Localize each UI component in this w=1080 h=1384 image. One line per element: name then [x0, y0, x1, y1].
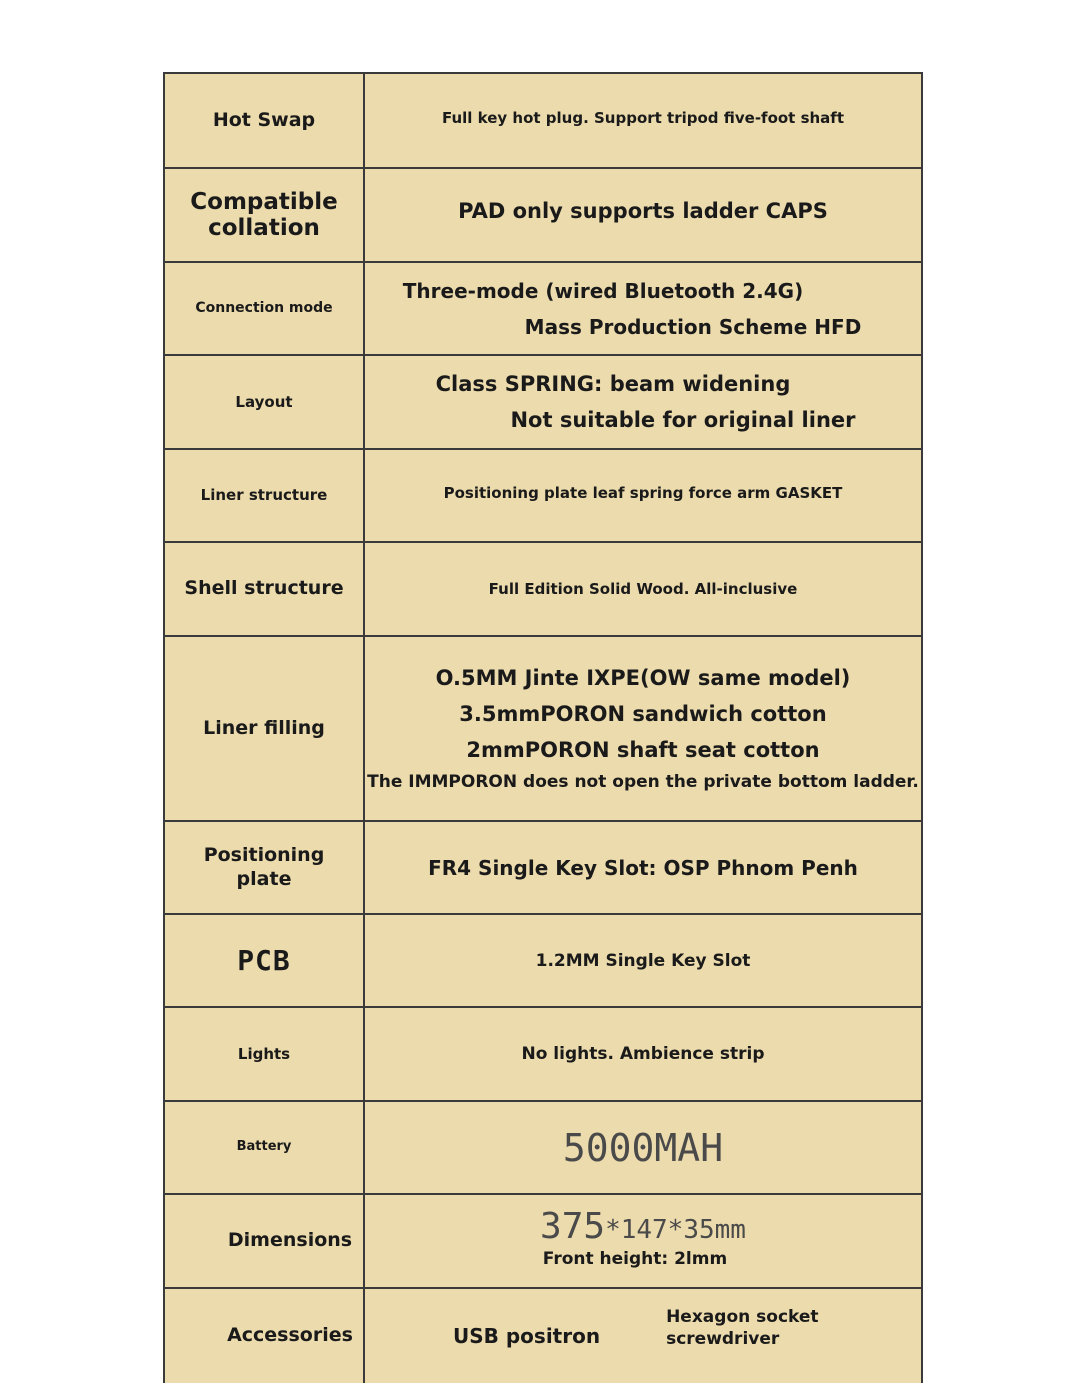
value-text: *147*35mm [605, 1214, 746, 1245]
row-value [365, 822, 921, 913]
value-text: O.5MM Jinte IXPE(OW same model) [435, 665, 851, 690]
value-text: No lights. Ambience strip [521, 1044, 765, 1064]
table-row [165, 637, 921, 822]
value-text: Full Edition Solid Wood. All-inclusive [488, 580, 798, 598]
row-value [365, 637, 921, 820]
label-line: Compatible [190, 188, 338, 215]
table-row [165, 1289, 921, 1383]
row-label: Shell structure [165, 543, 365, 635]
row-label: Dimensions [165, 1195, 365, 1287]
row-label [165, 169, 365, 261]
value-text: Full key hot plug. Support tripod five-foot shaft [441, 108, 845, 127]
value-text: Not suitable for original liner [510, 408, 856, 432]
value-text: FR4 Single Key Slot: OSP Phnom Penh [428, 855, 858, 880]
row-value [365, 915, 921, 1006]
table-row [165, 543, 921, 637]
label-line: collation [208, 215, 320, 241]
row-label: Hot Swap [165, 74, 365, 167]
value-text: 3.5mmPORON sandwich cotton [459, 701, 827, 726]
spec-table [163, 72, 923, 1383]
row-value [365, 1289, 921, 1383]
value-text: The IMMPORON does not open the private bottom ladder. [367, 771, 919, 792]
value-text: screwdriver [666, 1329, 780, 1349]
table-row [165, 356, 921, 450]
value-text: Positioning plate leaf spring force arm GASKET [443, 483, 843, 502]
row-label: Battery [165, 1102, 365, 1193]
table-row [165, 1102, 921, 1195]
table-row [165, 74, 921, 169]
accessory-secondary [666, 1306, 818, 1350]
value-text: 375 [540, 1205, 606, 1247]
value-text: USB positron [453, 1324, 601, 1348]
row-value [365, 263, 921, 354]
table-row [165, 1195, 921, 1289]
row-label: Connection mode [165, 263, 365, 354]
row-value [365, 74, 921, 167]
row-label: Layout [165, 356, 365, 448]
table-row [165, 450, 921, 543]
row-label: PCB [165, 915, 365, 1006]
row-value [365, 1195, 921, 1287]
value-text: Three-mode (wired Bluetooth 2.4G) [402, 278, 804, 303]
table-row [165, 822, 921, 915]
table-row [165, 263, 921, 356]
value-text: 2mmPORON shaft seat cotton [466, 737, 820, 762]
row-value [365, 356, 921, 448]
row-value [365, 450, 921, 541]
value-text: Class SPRING: beam widening [435, 372, 791, 396]
dimensions-line [540, 1206, 746, 1247]
value-text: PAD only supports ladder CAPS [458, 199, 828, 223]
table-row [165, 915, 921, 1008]
value-text: 5000MAH [562, 1125, 724, 1170]
value-text: Mass Production Scheme HFD [524, 314, 862, 339]
value-text: Hexagon socket [666, 1306, 819, 1327]
table-row [165, 1008, 921, 1102]
row-label: Liner filling [165, 637, 365, 820]
row-value [365, 543, 921, 635]
row-label: Liner structure [165, 450, 365, 541]
row-value [365, 169, 921, 261]
table-row [165, 169, 921, 263]
row-label: Accessories [165, 1289, 365, 1383]
row-value [365, 1102, 921, 1193]
row-label: Positioning plate [165, 822, 365, 913]
row-label: Lights [165, 1008, 365, 1100]
value-text: 1.2MM Single Key Slot [535, 950, 751, 971]
row-value [365, 1008, 921, 1100]
value-text: Front height: 2lmm [542, 1248, 728, 1269]
